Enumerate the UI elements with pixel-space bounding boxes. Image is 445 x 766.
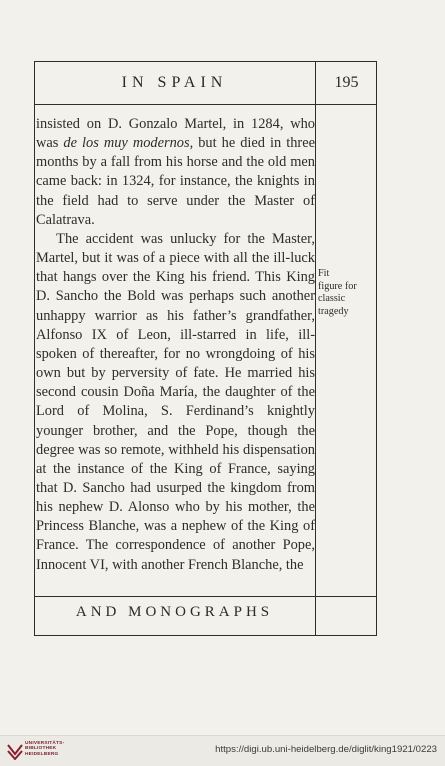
library-name-line: HEIDELBERG <box>25 751 59 757</box>
text-run: insisted on D. Gonzalo Martel, in 1284, who was <box>36 116 315 152</box>
running-title: IN SPAIN <box>121 74 228 91</box>
source-url-link[interactable]: https://digi.ub.uni-heidelberg.de/diglit/king1921/0223 <box>215 744 437 755</box>
library-name-line: UNIVERSITÄTS- <box>25 741 65 746</box>
marginal-line: tragedy <box>318 305 349 317</box>
italic-phrase: de los muy modernos <box>63 135 190 152</box>
paragraph: The accident was unlucky for the Master, Martel, but it was of a piece with all the ill-luck that hangs over the King his friend. This King D. Sancho the Bold was perhaps such another unhappy warrior as his father’s grandfather, Alfonso IX of Leon, ill-starred in life, ill-spoken of thereafter, for no wrongdoing of his own but by perversity of fate. He married his second cousin Doña María, the daughter of the Lord of Molina, S. Ferdinand’s knightly younger brother, and the Pope, though the degree was so remote, withheld his dispensation at the instance of the King of France, saying that D. Sancho had usurped the kingdom from his nephew D. Alonso who by his mother, the Princess Blanche, was a nephew of the King of France. The correspondence of another Pope, Innocent VI, with another French Blanche, the <box>36 230 315 573</box>
library-name-line: BIBLIOTHEK <box>25 746 57 752</box>
paragraph <box>36 115 315 230</box>
viewer-bar <box>0 735 445 766</box>
marginal-line: figure for <box>318 280 357 292</box>
library-name[interactable] <box>25 741 64 757</box>
marginal-line: Fit <box>318 268 330 279</box>
footer-rule <box>34 596 377 597</box>
page-number: 195 <box>334 74 359 91</box>
margin-column-rule <box>315 61 316 636</box>
header-rule <box>34 104 377 105</box>
body-text <box>36 115 315 575</box>
marginal-line: classic <box>318 293 346 305</box>
series-title: AND MONOGRAPHS <box>75 604 274 620</box>
university-library-logo-icon[interactable] <box>6 742 24 760</box>
marginal-note <box>318 268 378 318</box>
text-run: , but he died in three months by a fall from his horse and the old men came back: in 1324, for instance, the knights in the field had to serve under the Master of Calatrava. <box>36 135 315 228</box>
